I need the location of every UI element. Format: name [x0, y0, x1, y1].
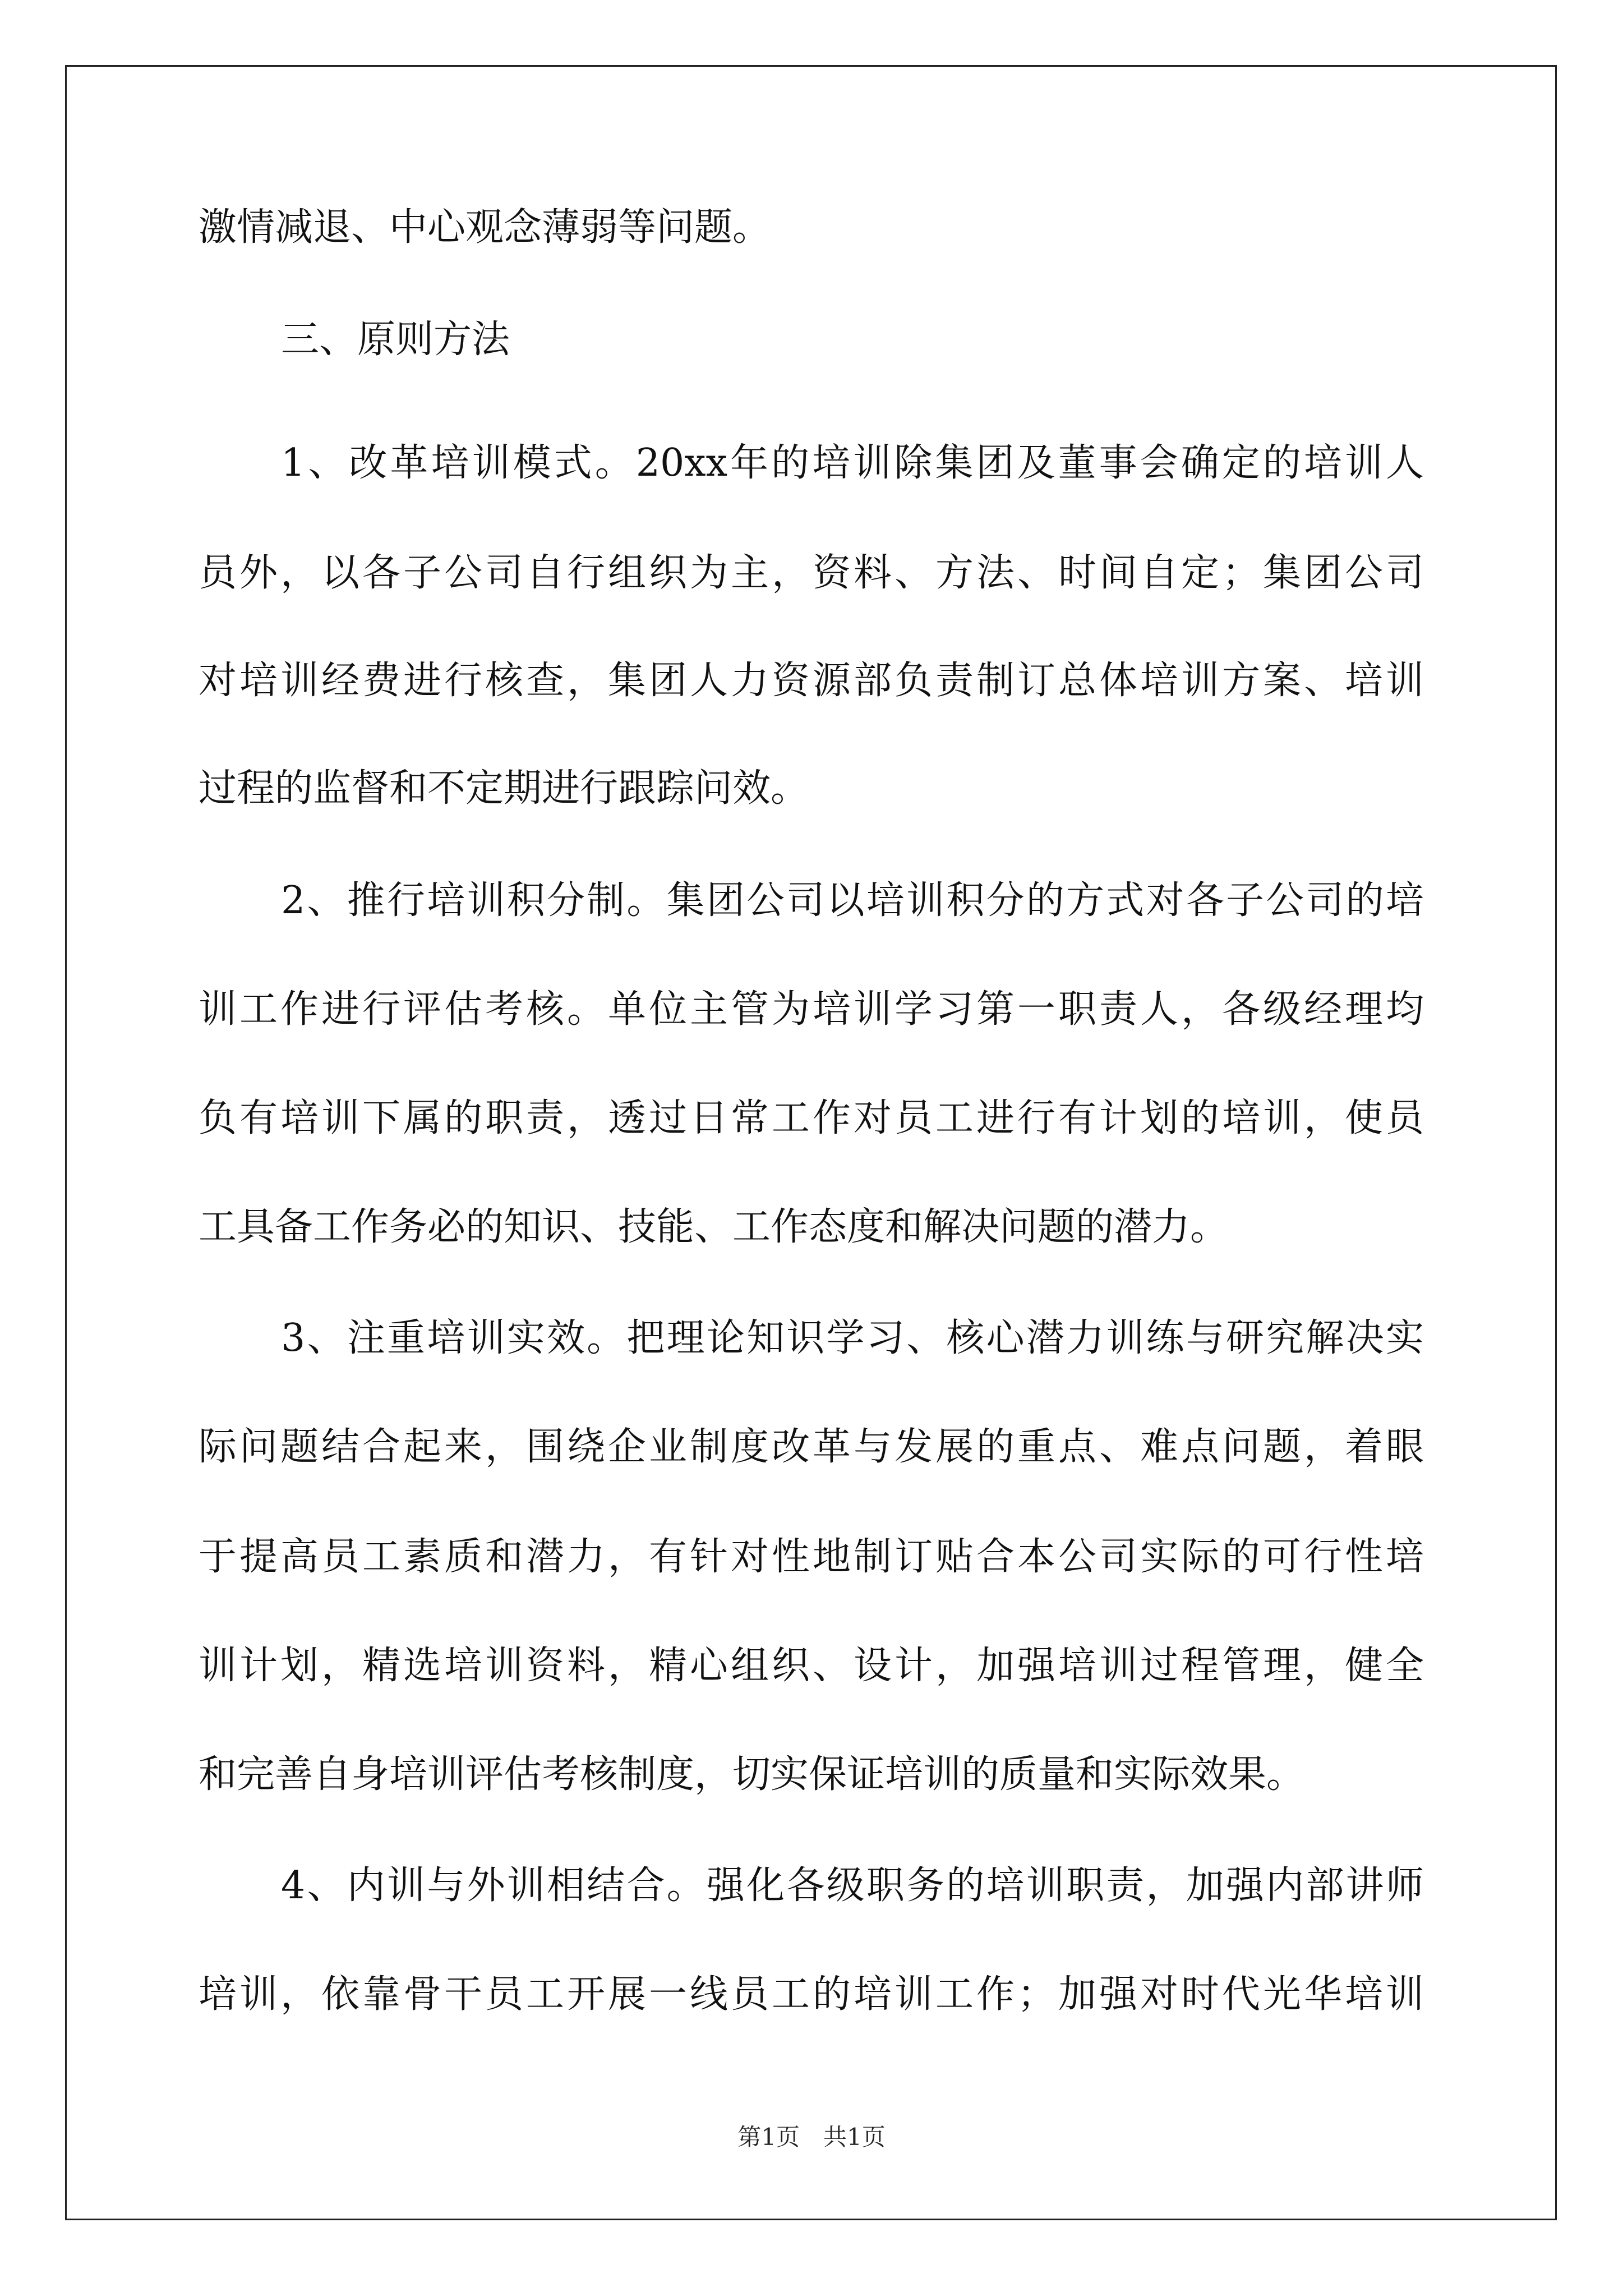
text-line: 负有培训下属的职责，透过日常工作对员工进行有计划的培训，使员: [199, 1096, 1424, 1140]
text-line: 于提高员工素质和潜力，有针对性地制订贴合本公司实际的可行性培: [199, 1535, 1424, 1579]
text-line: 工具备工作务必的知识、技能、工作态度和解决问题的潜力。: [199, 1205, 1229, 1249]
text-line: 2、推行培训积分制。集团公司以培训积分的方式对各子公司的培: [281, 878, 1424, 923]
text-line: 4、内训与外训相结合。强化各级职务的培训职责，加强内部讲师: [281, 1864, 1424, 1908]
text-line: 3、注重培训实效。把理论知识学习、核心潜力训练与研究解决实: [281, 1316, 1424, 1360]
text-line: 员外，以各子公司自行组织为主，资料、方法、时间自定；集团公司: [199, 551, 1424, 595]
text-line: 际问题结合起来，围绕企业制度改革与发展的重点、难点问题，着眼: [199, 1425, 1424, 1469]
section-heading: 三、原则方法: [281, 318, 510, 362]
text-line: 训计划，精选培训资料，精心组织、设计，加强培训过程管理，健全: [199, 1644, 1424, 1688]
text-line: 和完善自身培训评估考核制度，切实保证培训的质量和实际效果。: [199, 1752, 1305, 1797]
text-line: 训工作进行评估考核。单位主管为培训学习第一职责人，各级经理均: [199, 987, 1424, 1032]
text-line: 激情减退、中心观念薄弱等问题。: [199, 205, 771, 250]
text-line: 过程的监督和不定期进行跟踪问效。: [199, 766, 809, 811]
text-line: 1、改革培训模式。20xx年的培训除集团及董事会确定的培训人: [281, 441, 1424, 485]
page-number: 第1页 共1页: [737, 2123, 886, 2151]
text-line: 培训，依靠骨干员工开展一线员工的培训工作；加强对时代光华培训: [199, 1972, 1424, 2017]
text-line: 对培训经费进行核查，集团人力资源部负责制订总体培训方案、培训: [199, 659, 1424, 703]
